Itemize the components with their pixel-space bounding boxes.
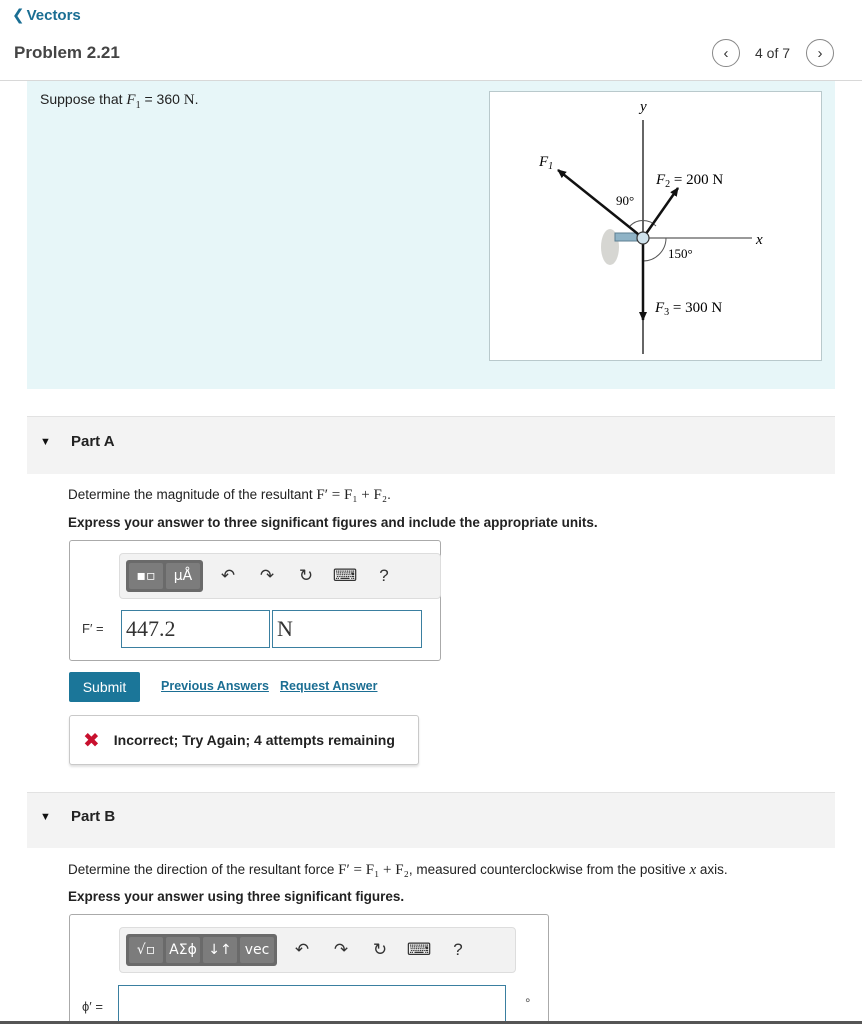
part-a-question-math: F′ = F₁ + F₂: [316, 487, 388, 503]
part-a-answer-box: [69, 540, 441, 661]
statement-prefix: Suppose that: [40, 91, 127, 107]
templates-button[interactable]: √▫: [129, 937, 163, 963]
feedback-message: [69, 715, 419, 765]
greek-symbols-button[interactable]: ΑΣϕ: [166, 937, 200, 963]
part-b-tool-group: [126, 934, 277, 966]
part-a-header[interactable]: [27, 416, 835, 474]
error-x-icon: ✖: [83, 729, 100, 752]
statement-suffix: .: [194, 91, 199, 107]
page-count: 4 of 7: [755, 45, 791, 61]
f3-label: $F_3 = 300$ N: [655, 300, 723, 318]
part-b-instruction: Express your answer using three significant figures.: [68, 889, 405, 904]
units-button[interactable]: μÅ: [166, 563, 200, 589]
back-link-label: Vectors: [26, 6, 81, 24]
problem-statement: [40, 91, 199, 111]
part-a-value-input[interactable]: 447.2: [121, 610, 270, 648]
angle-150-label: 150°: [668, 246, 693, 261]
angle-90-label: 90°: [616, 193, 635, 208]
submit-button[interactable]: Submit: [69, 672, 140, 702]
next-problem-button[interactable]: [806, 39, 834, 67]
request-answer-link[interactable]: Request Answer: [280, 679, 378, 693]
force-f2-arrow: [643, 188, 678, 238]
part-b-question-axis: x: [689, 862, 697, 878]
f2-label: $F_2 = 200$ N: [656, 172, 724, 190]
part-b-label: Part B: [71, 808, 116, 825]
redo-icon[interactable]: ↷: [259, 566, 275, 585]
part-b-answer-box: [69, 914, 549, 1024]
statement-variable-sub: 1: [135, 99, 141, 111]
redo-icon[interactable]: ↷: [333, 940, 349, 959]
part-a-question: [68, 487, 391, 504]
reset-icon[interactable]: ↻: [372, 940, 388, 959]
previous-problem-button[interactable]: [712, 39, 740, 67]
part-b-question: [68, 862, 728, 879]
part-a-unit-input[interactable]: N: [272, 610, 422, 648]
part-b-variable-label: ϕ′ =: [82, 999, 103, 1014]
y-axis-label: y: [640, 99, 647, 115]
part-a-instruction: Express your answer to three significant figures and include the appropriate units.: [68, 515, 598, 530]
part-a-toolbar: [119, 553, 441, 599]
undo-icon[interactable]: ↶: [294, 940, 310, 959]
help-button[interactable]: ?: [379, 566, 389, 585]
force-diagram-svg: [490, 92, 823, 362]
pin-joint: [637, 232, 649, 244]
undo-icon[interactable]: ↶: [220, 566, 236, 585]
degree-unit-marker: ∘: [524, 993, 532, 1007]
keyboard-icon[interactable]: ⌨: [332, 566, 358, 585]
vector-button[interactable]: vec: [240, 937, 274, 963]
reset-icon[interactable]: ↻: [298, 566, 314, 585]
part-a-variable-label: F′ =: [82, 621, 104, 636]
part-b-question-text: Determine the direction of the resultant force: [68, 862, 339, 877]
part-a-question-suffix: .: [387, 487, 391, 502]
part-a-label: Part A: [71, 433, 115, 450]
caret-down-icon: ▼: [40, 811, 51, 823]
chevron-left-icon: ❮: [12, 7, 25, 24]
force-diagram: [489, 91, 822, 361]
chevron-right-icon: ›: [817, 44, 823, 62]
part-a-tool-group: [126, 560, 203, 592]
previous-answers-link[interactable]: Previous Answers: [161, 679, 269, 693]
statement-unit: N: [183, 92, 195, 108]
feedback-text: Incorrect; Try Again; 4 attempts remaining: [113, 732, 395, 748]
part-b-header[interactable]: [27, 792, 835, 848]
part-b-value-input[interactable]: [118, 985, 506, 1023]
problem-title: Problem 2.21: [14, 43, 120, 62]
statement-value: = 360: [140, 91, 184, 107]
back-to-vectors-link[interactable]: [12, 6, 81, 24]
templates-button[interactable]: ▪▫: [129, 563, 163, 589]
support-bracket: [615, 233, 637, 241]
help-button[interactable]: ?: [453, 940, 463, 959]
x-axis-label: x: [756, 232, 763, 248]
part-b-question-math: F′ = F₁ + F₂: [338, 862, 409, 878]
chevron-left-icon: ‹: [723, 44, 729, 62]
part-b-toolbar: [119, 927, 516, 973]
statement-variable: F: [126, 92, 136, 108]
sort-button[interactable]: ↓↑: [203, 937, 237, 963]
keyboard-icon[interactable]: ⌨: [406, 940, 432, 959]
part-a-question-text: Determine the magnitude of the resultant: [68, 487, 317, 502]
caret-down-icon: ▼: [40, 436, 51, 448]
f1-label: $F_1$: [539, 154, 554, 172]
part-b-question-end: axis.: [696, 862, 728, 877]
part-b-question-middle: , measured counterclockwise from the positive: [408, 862, 690, 877]
